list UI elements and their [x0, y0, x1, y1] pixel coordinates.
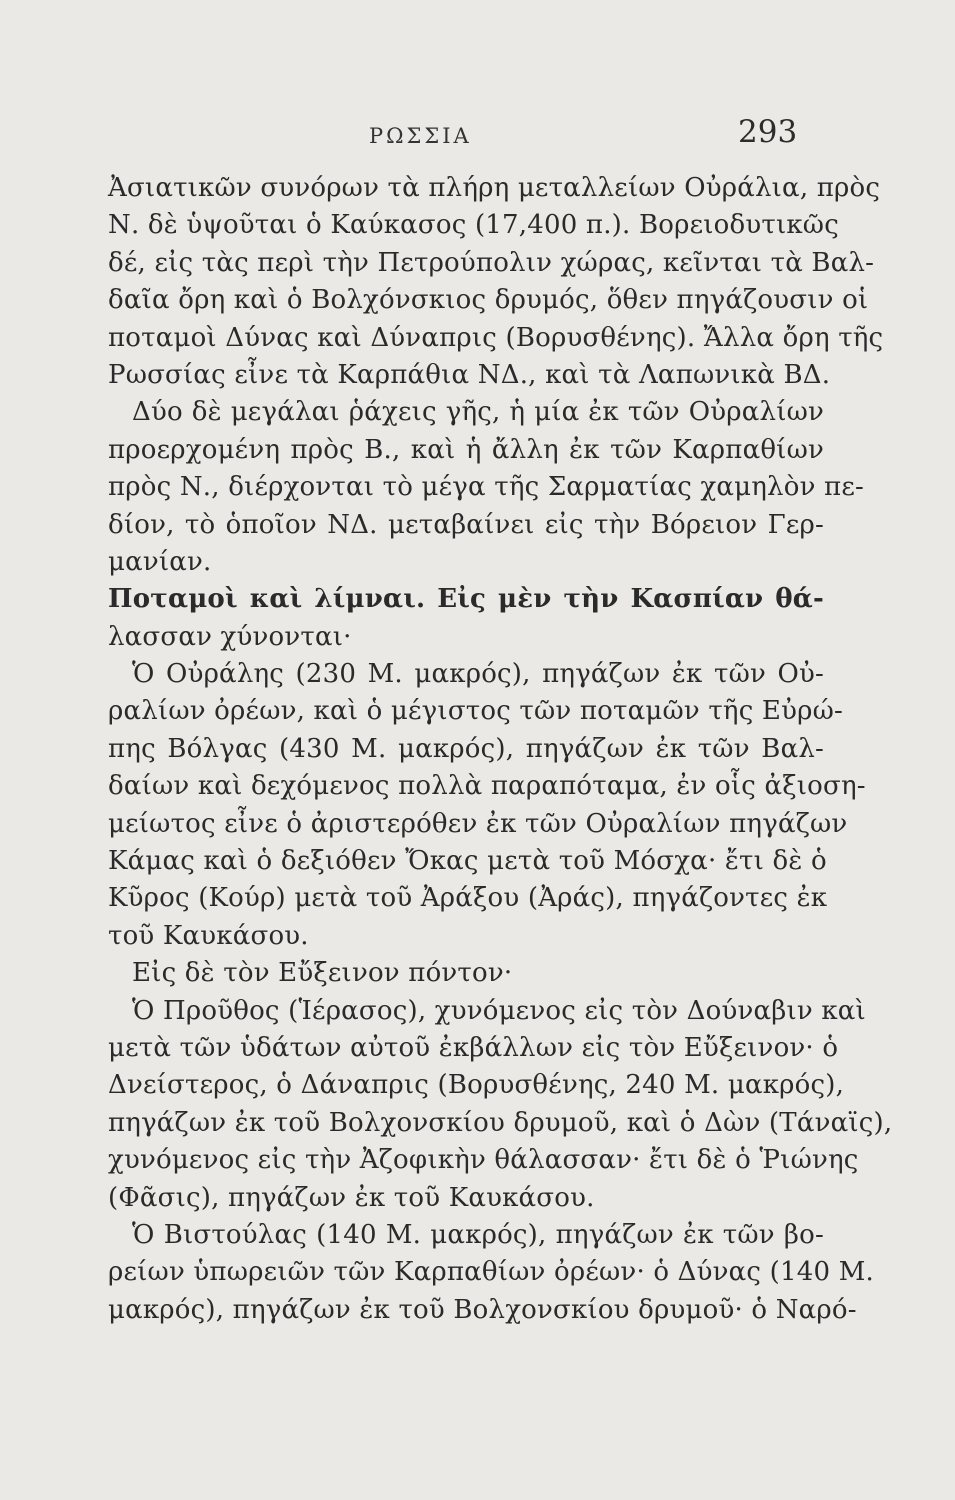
text-line: Ὁ Προῦθος (Ἱέρασος), χυνόμενος εἰς τὸν Δούναβιν καὶ [132, 995, 866, 1026]
text-line: μείωτος εἶνε ὁ ἀριστερόθεν ἐκ τῶν Οὐραλίων πηγάζων [108, 808, 848, 839]
text-line: δαῖα ὄρη καὶ ὁ Βολχόνσκιος δρυμός, ὅθεν πηγάζουσιν οἱ [108, 285, 869, 316]
text-line: μετὰ τῶν ὑδάτων αὐτοῦ ἐκβάλλων εἰς τὸν Εὔξεινον· ὁ [108, 1032, 839, 1063]
text-line: Ὁ Βιστούλας (140 Μ. μακρός), πηγάζων ἐκ τῶν βο- [132, 1219, 824, 1250]
text-line: Κάμας καὶ ὁ δεξιόθεν Ὄκας μετὰ τοῦ Μόσχα· ἔτι δὲ ὁ [108, 846, 827, 877]
text-line: (Φᾶσις), πηγάζων ἐκ τοῦ Καυκάσου. [108, 1182, 595, 1213]
text-line: λασσαν χύνονται· [108, 621, 352, 652]
section-heading-line: Ποταμοὶ καὶ λίμναι. Εἰς μὲν τὴν Κασπίαν θά- [108, 584, 824, 615]
text-line: Ρωσσίας εἶνε τὰ Καρπάθια ΝΔ., καὶ τὰ Λαπωνικὰ ΒΔ. [108, 359, 831, 390]
text-line: τοῦ Καυκάσου. [108, 920, 309, 951]
text-line: Δνείστερος, ὁ Δάναπρις (Βορυσθένης, 240 Μ. μακρός), [108, 1070, 845, 1101]
page-number: 293 [738, 114, 798, 150]
text-line: πηγάζων ἐκ τοῦ Βολχονσκίου δρυμοῦ, καὶ ὁ Δὼν (Τάναϊς), [108, 1107, 893, 1138]
text-line: Ἀσιατικῶν συνόρων τὰ πλήρη μεταλλείων Οὐράλια, πρὸς [108, 173, 881, 203]
text-line: προερχομένη πρὸς Β., καὶ ἡ ἄλλη ἐκ τῶν Καρπαθίων [108, 434, 824, 465]
text-line: ρείων ὑπωρειῶν τῶν Καρπαθίων ὀρέων· ὁ Δύνας (140 Μ. [108, 1257, 874, 1288]
text-line: δέ, εἰς τὰς περὶ τὴν Πετρούπολιν χώρας, κεῖνται τὰ Βαλ- [108, 247, 875, 278]
text-line: πης Βόλγας (430 Μ. μακρός), πηγάζων ἐκ τῶν Βαλ- [108, 733, 824, 764]
running-title: ΡΩΣΣΙΑ [369, 124, 472, 148]
text-line: δαίων καὶ δεχόμενος πολλὰ παραπόταμα, ἐν οἷς ἀξιοση- [108, 771, 866, 802]
text-line: πρὸς Ν., διέρχονται τὸ μέγα τῆς Σαρματίας χαμηλὸν πε- [108, 472, 865, 503]
text-line: Κῦρος (Κούρ) μετὰ τοῦ Ἀράξου (Ἀράς), πηγάζοντες ἐκ [108, 883, 828, 914]
text-line: Ὁ Οὐράλης (230 Μ. μακρός), πηγάζων ἐκ τῶν Οὐ- [132, 659, 824, 690]
text-line: Ν. δὲ ὑψοῦται ὁ Καύκασος (17,400 π.). Βορειοδυτικῶς [108, 210, 839, 241]
text-line: δίον, τὸ ὁποῖον ΝΔ. μεταβαίνει εἰς τὴν Βόρειον Γερ- [108, 509, 824, 540]
text-line: Εἰς δὲ τὸν Εὔξεινον πόντον· [132, 958, 513, 989]
page-header [0, 112, 955, 152]
text-line: μανίαν. [108, 546, 212, 577]
body-text [108, 170, 893, 1329]
text-line: ποταμοὶ Δύνας καὶ Δύναπρις (Βορυσθένης). Ἄλλα ὄρη τῆς [108, 322, 884, 353]
text-line: χυνόμενος εἰς τὴν Ἀζοφικὴν θάλασσαν· ἔτι δὲ ὁ Ῥιώνης [108, 1145, 859, 1176]
text-line: μακρός), πηγάζων ἐκ τοῦ Βολχονσκίου δρυμοῦ· ὁ Ναρό- [108, 1294, 857, 1325]
text-line: ραλίων ὀρέων, καὶ ὁ μέγιστος τῶν ποταμῶν τῆς Εὐρώ- [108, 696, 843, 727]
text-line: Δύο δὲ μεγάλαι ῥάχεις γῆς, ἡ μία ἐκ τῶν Οὐραλίων [132, 397, 824, 428]
